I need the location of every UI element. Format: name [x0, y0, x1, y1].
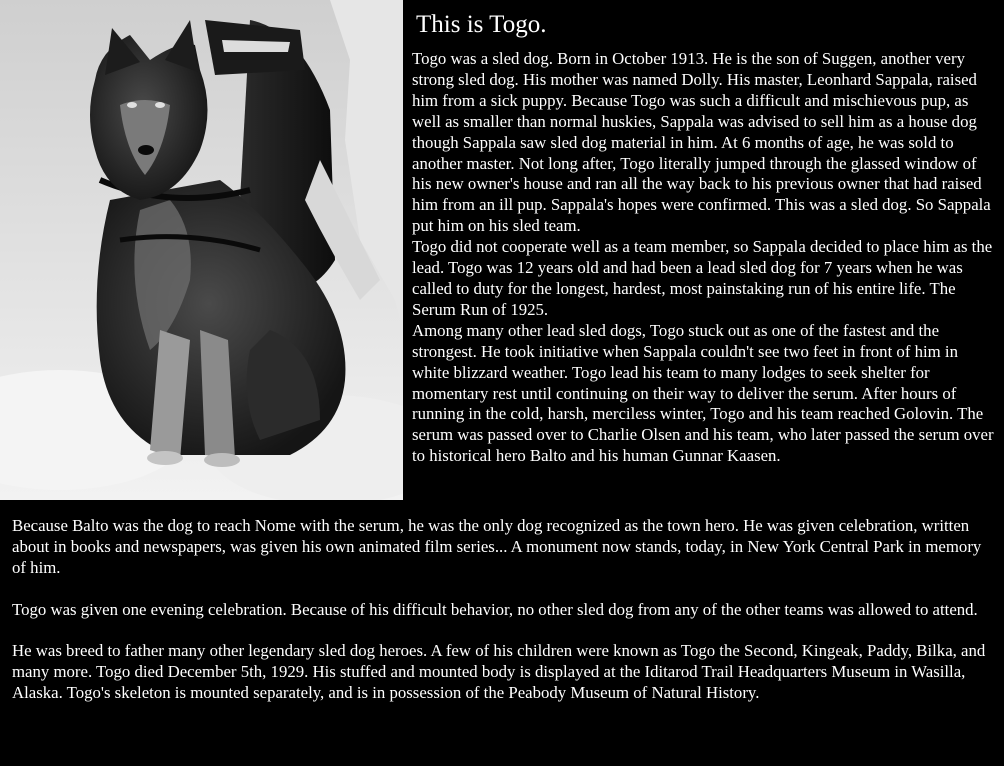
paragraph-lead-dog: Togo did not cooperate well as a team member, so Sappala decided to place him as the lead. Togo was 12 years old and had been a lead sled dog for 7 years when he was called to duty for the longest, hardest, most painstaking run of his entire life. The Serum Run of 1925. [412, 237, 993, 319]
sled-dog-image [0, 0, 403, 500]
paragraph-legacy: He was breed to father many other legendary sled dog heroes. A few of his children were known as Togo the Second, Kingeak, Paddy, Bilka, and many more. Togo died December 5th, 1929. His stuffed and mounted body is displayed at the Iditarod Trail Headquarters Museum in Wasilla, Alaska. Togo's skeleton is mounted separately, and is in possession of the Peabody Museum of Natural History. [12, 641, 986, 703]
togo-photo [0, 0, 403, 500]
page-title: This is Togo. [416, 11, 547, 38]
bottom-text-block [12, 516, 994, 725]
side-text-column [412, 49, 994, 467]
paragraph-balto: Because Balto was the dog to reach Nome with the serum, he was the only dog recognized as the town hero. He was given celebration, written about in books and newspapers, was given his own animated film series... A monument now stands, today, in New York Central Park in memory of him. [12, 516, 982, 577]
paragraph-serum-run: Among many other lead sled dogs, Togo stuck out as one of the fastest and the strongest. He took initiative when Sappala couldn't see two feet in front of him in white blizzard weather. Togo lead his team to many lodges to seek shelter for momentary rest until continuing on their way to deliver the serum. After hours of running in the cold, harsh, merciless winter, Togo and his team reached Golovin. The serum was passed over to Charlie Olsen and his team, who later passed the serum over to historical hero Balto and his human Gunnar Kaasen. [412, 320, 994, 466]
paragraph-celebration: Togo was given one evening celebration. Because of his difficult behavior, no other sled dog from any of the other teams was allowed to attend. [12, 599, 978, 619]
paragraph-origin: Togo was a sled dog. Born in October 1913. He is the son of Suggen, another very strong sled dog. His mother was named Dolly. His master, Leonhard Sappala, raised him from a sick puppy. Because Togo was such a difficult and mischievous pup, as well as smaller than normal huskies, Sappala was advised to sell him as a house dog though Sappala saw sled dog material in him. At 6 months of age, he was sold to another master. Not long after, Togo literally jumped through the glassed window of his new owner's house and ran all the way back to his previous owner that had raised him from an ill pup. Sappala's hopes were confirmed. This was a sled dog. So Sappala put him on his sled team. [412, 49, 991, 236]
